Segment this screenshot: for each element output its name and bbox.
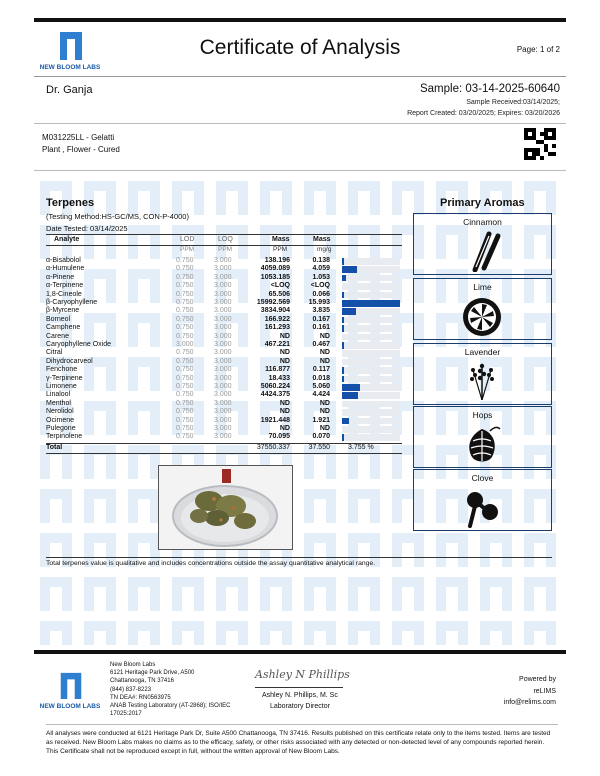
concentration-bar: [342, 392, 358, 399]
top-rule: [34, 18, 566, 22]
unit-lod: PPM: [180, 246, 195, 253]
concentration-bar: [342, 317, 344, 324]
aroma-label: Hops: [472, 410, 493, 420]
lod-value: 0.750: [176, 366, 194, 374]
table-row: [46, 274, 402, 282]
mass-mg: ND: [319, 349, 330, 357]
clove-icon: [460, 486, 504, 528]
signature-line: [255, 687, 343, 688]
product-divider: [34, 170, 566, 171]
sample-photo: [158, 465, 293, 550]
mass-ppm: 1053.185: [260, 273, 290, 281]
aroma-label: Lime: [473, 282, 492, 292]
mass-ppm: 467.221: [264, 341, 290, 348]
lod-value: 0.750: [176, 383, 194, 390]
address-line: TN DEA#: RN0563975: [110, 694, 171, 701]
loq-value: 3.000: [214, 282, 232, 290]
table-row: [46, 324, 402, 332]
table-row: [46, 375, 402, 383]
mass-mg: 0.167: [312, 315, 330, 323]
mass-mg: 15.993: [308, 299, 330, 306]
cinnamon-icon: [460, 230, 504, 272]
mass-ppm: 166.922: [264, 315, 290, 323]
table-row: [46, 333, 402, 341]
lod-value: 0.750: [176, 391, 194, 399]
table-row: [46, 425, 402, 433]
analyte-name: Dihydrocarveol: [46, 357, 93, 365]
bar-track: [342, 434, 400, 441]
loq-value: 3.000: [214, 315, 232, 323]
loq-value: 3.000: [214, 408, 232, 416]
concentration-bar: [342, 258, 344, 265]
report-dates: Report Created: 03/20/2025; Expires: 03/20/2026: [407, 110, 560, 117]
table-row: [46, 257, 402, 265]
concentration-bar: [342, 300, 400, 307]
footnote-rule: [46, 557, 552, 558]
bar-track: [342, 334, 400, 341]
lod-value: 0.750: [176, 265, 194, 273]
product-name: M031225LL - Gelatti: [42, 133, 115, 142]
unit-mass-mg: mg/g: [317, 246, 332, 253]
unit-mass-ppm: PPM: [273, 246, 288, 253]
loq-value: 3.000: [214, 399, 232, 407]
table-row: [46, 349, 402, 357]
page-title: Certificate of Analysis: [199, 36, 401, 59]
total-percent: 3.755 %: [348, 444, 374, 451]
analyte-name: Camphene: [46, 324, 81, 332]
mass-mg: 0.117: [312, 366, 330, 374]
bar-track: [342, 376, 400, 383]
info-divider: [34, 123, 566, 124]
analyte-name: Nerolidol: [46, 408, 74, 416]
address-line: 6121 Heritage Park Drive, A500: [110, 670, 195, 677]
concentration-bar: [342, 266, 357, 273]
mass-ppm: ND: [279, 332, 290, 340]
lod-value: 0.750: [176, 425, 194, 432]
concentration-bar: [342, 434, 344, 441]
disclaimer: All analyses were conducted at 6121 Heritage Park Dr, Suite A500 Chattanooga, TN 37416. Results published on this certificate relate only to the items tested. Items are tested as received. New Bloom Labs makes no claims as to the efficacy, safety, or other risks associated with any detected or non-detected level of any compounds reported herein. This Certificate shall not be reproduced except in full, without the written approval of New Bloom Labs.: [46, 730, 551, 755]
total-row: [46, 444, 402, 452]
mass-ppm: ND: [279, 349, 290, 357]
bar-track: [342, 367, 400, 374]
loq-value: 3.000: [214, 332, 232, 340]
hops-icon: [460, 423, 504, 465]
loq-value: 3.000: [214, 391, 232, 399]
mass-mg: 0.070: [312, 433, 330, 441]
table-row: [46, 265, 402, 273]
page-number: Page: 1 of 2: [516, 45, 560, 54]
analyte-name: β-Myrcene: [46, 307, 80, 315]
table-header-rule: [46, 234, 402, 235]
analyte-name: Fenchone: [46, 366, 78, 374]
table-row: [46, 400, 402, 408]
lod-value: 0.750: [176, 299, 194, 306]
table-row: [46, 358, 402, 366]
concentration-bar: [342, 367, 344, 374]
lod-value: 0.750: [176, 282, 194, 290]
concentration-bar: [342, 418, 349, 425]
bar-track: [342, 258, 400, 265]
analyte-name: Borneol: [46, 315, 71, 323]
mass-mg: 0.138: [312, 257, 330, 264]
testing-method: (Testing Method:HS-GC/MS, CON-P-4000): [46, 212, 189, 221]
analyte-name: Citral: [46, 349, 63, 357]
lod-value: 0.750: [176, 324, 194, 332]
mass-ppm: 116.877: [265, 366, 290, 374]
table-row: [46, 417, 402, 425]
cannabis-sample-image: [159, 466, 292, 549]
analyte-name: Ocimene: [46, 416, 75, 424]
mass-ppm: 161.293: [264, 324, 290, 332]
table-row: [46, 291, 402, 299]
address-line: New Bloom Labs: [110, 662, 156, 668]
sample-received: Sample Received:03/14/2025;: [466, 99, 560, 106]
loq-value: 3.000: [214, 290, 232, 298]
col-analyte: Analyte: [54, 236, 80, 243]
bar-track: [342, 350, 400, 357]
mass-ppm: 5060.224: [260, 383, 290, 390]
loq-value: 3.000: [214, 366, 232, 374]
mass-mg: 0.066: [312, 290, 330, 298]
loq-value: 3.000: [214, 374, 232, 382]
analyte-name: Carene: [46, 332, 69, 340]
aroma-clove: [413, 469, 552, 531]
analyte-name: Caryophyllene Oxide: [46, 341, 111, 348]
mass-mg: 1.921: [312, 416, 330, 424]
aroma-cinnamon: [413, 213, 552, 275]
loq-value: 3.000: [214, 425, 232, 432]
address-line: (844) 837-8223: [110, 686, 152, 693]
table-row: [46, 282, 402, 290]
powered-name: reLIMS: [533, 688, 556, 695]
total-label: Total: [46, 444, 63, 451]
total-rule-bottom: [46, 453, 402, 454]
aroma-label: Cinnamon: [463, 217, 502, 227]
mass-mg: 5.060: [312, 383, 330, 390]
mass-ppm: <LOQ: [270, 282, 290, 290]
signer-name: Ashley N. Phillips, M. Sc: [262, 692, 338, 699]
mass-ppm: 65.506: [268, 290, 290, 298]
analyte-name: α-Terpinene: [46, 282, 84, 290]
bar-track: [342, 342, 400, 349]
mass-mg: 4.424: [312, 391, 330, 399]
lod-value: 0.750: [176, 399, 194, 407]
footer-logo-text: NEW BLOOM LABS: [39, 703, 101, 710]
mass-mg: 0.018: [312, 374, 330, 382]
mass-mg: 0.467: [312, 341, 330, 348]
mass-mg: <LOQ: [310, 282, 330, 290]
mass-ppm: 1921.448: [260, 416, 290, 424]
bar-track: [342, 418, 400, 425]
mass-mg: ND: [319, 425, 330, 432]
concentration-bar: [342, 384, 360, 391]
aroma-lime: [413, 278, 552, 340]
loq-value: 3.000: [214, 299, 232, 306]
loq-value: 3.000: [214, 416, 232, 424]
loq-value: 3.000: [214, 265, 232, 273]
analyte-name: Terpinolene: [46, 433, 83, 441]
lod-value: 0.750: [176, 315, 194, 323]
table-row: [46, 383, 402, 391]
mass-mg: ND: [319, 332, 330, 340]
mass-ppm: 4424.375: [260, 391, 290, 399]
analyte-name: α-Bisabolol: [46, 257, 81, 264]
footnote: Total terpenes value is qualitative and includes concentrations outside the assay quantitative analytical range.: [46, 560, 376, 567]
concentration-bar: [342, 342, 344, 349]
lime-icon: [460, 295, 504, 337]
mass-mg: ND: [319, 408, 330, 416]
loq-value: 3.000: [214, 349, 232, 357]
aroma-hops: [413, 406, 552, 468]
table-row: [46, 433, 402, 441]
loq-value: 3.000: [214, 433, 232, 441]
mass-ppm: ND: [279, 425, 290, 432]
sample-id: Sample: 03-14-2025-60640: [419, 83, 560, 95]
terpenes-title: Terpenes: [46, 197, 95, 209]
table-row: [46, 307, 402, 315]
col-mass-ppm: Mass: [272, 236, 290, 243]
analyte-name: β-Caryophyllene: [46, 299, 98, 306]
mass-mg: 0.161: [312, 324, 330, 332]
aromas-title: Primary Aromas: [440, 197, 525, 209]
analyte-name: α-Pinene: [46, 273, 75, 281]
mass-ppm: 138.196: [264, 257, 290, 264]
mass-mg: 3.835: [312, 307, 330, 315]
total-ppm: 37550.337: [256, 444, 290, 451]
mass-ppm: 15992.569: [256, 299, 290, 306]
loq-value: 3.000: [214, 307, 232, 315]
loq-value: 3.000: [214, 257, 232, 264]
product-type: Plant , Flower - Cured: [42, 145, 120, 154]
lod-value: 0.750: [176, 307, 194, 315]
contact-email[interactable]: info@relims.com: [503, 699, 556, 706]
loq-value: 3.000: [214, 383, 232, 390]
table-row: [46, 316, 402, 324]
table-row: [46, 299, 402, 307]
address-line: 17025:2017: [110, 711, 142, 718]
loq-value: 3.000: [214, 273, 232, 281]
lod-value: 0.750: [176, 273, 194, 281]
bar-track: [342, 275, 400, 282]
loq-value: 3.000: [214, 357, 232, 365]
col-loq: LOQ: [218, 236, 233, 243]
mass-ppm: ND: [279, 357, 290, 365]
mass-mg: ND: [319, 357, 330, 365]
analyte-name: Pulegone: [46, 425, 76, 432]
bar-track: [342, 409, 400, 416]
unit-loq: PPM: [218, 246, 233, 253]
bar-track: [342, 283, 400, 290]
lod-value: 0.750: [176, 357, 194, 365]
concentration-bar: [342, 325, 344, 332]
aroma-label: Clove: [471, 473, 494, 483]
bar-track: [342, 317, 400, 324]
mass-ppm: 4059.089: [260, 265, 290, 273]
lod-value: 0.750: [176, 349, 194, 357]
mass-mg: ND: [319, 399, 330, 407]
analyte-name: γ-Terpinene: [46, 374, 83, 382]
concentration-bar: [342, 275, 346, 282]
table-row: [46, 408, 402, 416]
powered-by: Powered by: [519, 676, 556, 683]
analyte-name: α-Humulene: [46, 265, 85, 273]
date-tested: Date Tested: 03/14/2025: [46, 224, 128, 233]
analyte-name: Menthol: [46, 399, 71, 407]
analyte-name: Limonene: [46, 383, 77, 390]
bar-track: [342, 401, 400, 408]
table-row: [46, 366, 402, 374]
footer-logo-icon: [58, 671, 84, 699]
mass-ppm: 3834.904: [260, 307, 290, 315]
mass-ppm: ND: [279, 408, 290, 416]
mass-ppm: ND: [279, 399, 290, 407]
aroma-lavender: [413, 343, 552, 405]
lod-value: 0.750: [176, 290, 194, 298]
lod-value: 0.750: [176, 416, 194, 424]
lab-address: [110, 661, 231, 718]
analyte-name: Linalool: [46, 391, 71, 399]
lod-value: 0.750: [176, 257, 194, 264]
bar-track: [342, 292, 400, 299]
concentration-bar: [342, 376, 344, 383]
table-row: [46, 391, 402, 399]
col-lod: LOD: [180, 236, 195, 243]
mass-ppm: 18.433: [268, 374, 290, 382]
lod-value: 3.000: [176, 341, 194, 348]
signer-title: Laboratory Director: [270, 703, 330, 710]
table-row: [46, 341, 402, 349]
mass-mg: 4.059: [312, 265, 330, 273]
address-line: ANAB Testing Laboratory (AT-2868); ISO/IEC: [110, 703, 231, 710]
total-mg: 37.550: [308, 444, 330, 451]
qr-code-icon: [524, 128, 556, 160]
lod-value: 0.750: [176, 408, 194, 416]
concentration-bar: [342, 308, 356, 315]
concentration-bar: [342, 292, 344, 299]
bar-track: [342, 359, 400, 366]
bar-track: [342, 426, 400, 433]
lod-value: 0.750: [176, 332, 194, 340]
lod-value: 0.750: [176, 433, 194, 441]
footer-rule: [34, 650, 566, 654]
analyte-name: 1,8-Cineole: [46, 290, 82, 298]
aroma-label: Lavender: [464, 347, 501, 357]
client-name: Dr. Ganja: [46, 84, 93, 96]
mass-ppm: 70.095: [268, 433, 290, 441]
loq-value: 3.000: [214, 341, 232, 348]
loq-value: 3.000: [214, 324, 232, 332]
col-mass-mg: Mass: [313, 236, 331, 243]
disclaimer-rule: [46, 724, 558, 725]
signature: Ashley N Phillips: [255, 668, 350, 681]
address-line: Chattanooga, TN 37416: [110, 678, 174, 685]
lab-logo-text: NEW BLOOM LABS: [39, 64, 101, 71]
mass-mg: 1.053: [312, 273, 330, 281]
header-divider: [34, 76, 566, 77]
bar-track: [342, 325, 400, 332]
lod-value: 0.750: [176, 374, 194, 382]
lavender-icon: [460, 360, 504, 402]
